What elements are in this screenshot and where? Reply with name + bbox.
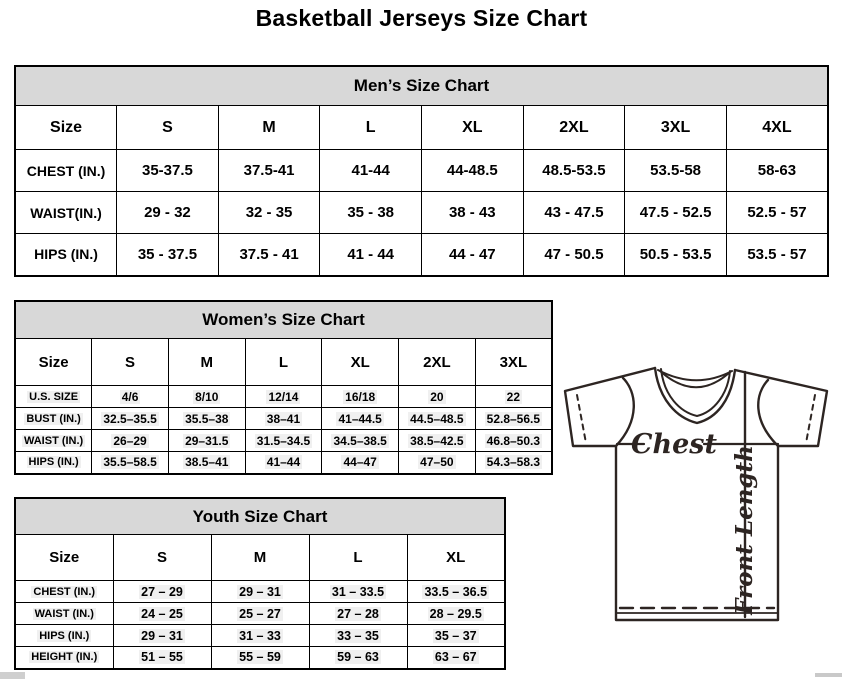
size-value-cell — [218, 150, 320, 192]
size-value-cell — [625, 192, 727, 234]
size-value-text: 28 – 29.5 — [429, 606, 482, 621]
column-header-l: L — [309, 535, 407, 581]
row-label-text: BUST (IN.) — [26, 412, 81, 425]
size-value-cell — [422, 192, 524, 234]
size-value-cell — [322, 430, 399, 452]
size-value-text: 52.8–56.5 — [486, 411, 541, 426]
size-value-cell — [322, 408, 399, 430]
size-value-text: 24 – 25 — [141, 606, 183, 621]
column-header-xl: XL — [407, 535, 505, 581]
size-value-text: 63 – 67 — [434, 650, 477, 665]
size-value-text: 50.5 - 53.5 — [639, 245, 712, 263]
size-value-cell — [309, 603, 407, 625]
size-value-text: 20 — [430, 389, 444, 404]
size-value-cell — [309, 625, 407, 647]
size-value-cell — [218, 192, 320, 234]
size-value-cell — [320, 234, 422, 276]
row-label — [15, 150, 117, 192]
size-value-cell — [211, 647, 309, 669]
size-value-text: 54.3–58.3 — [486, 455, 541, 470]
size-value-text: 29 – 31 — [239, 584, 281, 599]
size-value-text: 34.5–38.5 — [333, 433, 387, 448]
table-row — [15, 581, 505, 603]
size-value-cell — [211, 581, 309, 603]
size-value-text: 37.5-41 — [243, 162, 295, 179]
column-header-4xl: 4XL — [726, 106, 828, 150]
table-row — [15, 192, 828, 234]
row-label — [15, 603, 113, 625]
row-label-text: HIPS (IN.) — [39, 629, 90, 642]
size-value-text: 25 – 27 — [239, 606, 281, 621]
size-value-cell — [117, 234, 219, 276]
size-value-cell — [523, 150, 625, 192]
table-row — [15, 452, 552, 474]
column-header-s: S — [92, 339, 169, 386]
youth-chart-header-row — [15, 535, 505, 581]
table-row — [15, 625, 505, 647]
column-header-m: M — [218, 106, 320, 150]
row-label-text: HIPS (IN.) — [34, 246, 98, 263]
left-cuff-dashed-line — [577, 395, 586, 443]
table-row — [15, 603, 505, 625]
size-value-text: 44 - 47 — [448, 245, 496, 263]
size-value-cell — [523, 192, 625, 234]
size-value-cell — [92, 386, 169, 408]
row-label — [15, 386, 92, 408]
size-value-text: 47.5 - 52.5 — [639, 204, 712, 221]
table-row — [15, 647, 505, 669]
row-label — [15, 581, 113, 603]
column-header-size: Size — [15, 339, 92, 386]
size-value-text: 31.5–34.5 — [256, 433, 311, 448]
row-label-text: HEIGHT (IN.) — [31, 651, 98, 664]
size-value-text: 12/14 — [268, 389, 299, 404]
size-value-cell — [422, 150, 524, 192]
right-sleeve-seam — [758, 380, 778, 446]
size-value-cell — [92, 408, 169, 430]
column-header-m: M — [168, 339, 245, 386]
row-label — [15, 625, 113, 647]
size-value-text: 41–44.5 — [338, 411, 382, 426]
size-value-text: 38–41 — [266, 411, 301, 426]
size-value-text: 44-48.5 — [446, 162, 498, 179]
column-header-l: L — [320, 106, 422, 150]
size-value-text: 38.5–41 — [185, 455, 229, 470]
size-value-cell — [320, 150, 422, 192]
size-value-cell — [523, 234, 625, 276]
size-value-cell — [168, 408, 245, 430]
youth-size-chart-table — [14, 497, 506, 670]
row-label — [15, 647, 113, 669]
size-value-cell — [245, 452, 322, 474]
table-row — [15, 430, 552, 452]
front-length-label: Front Length — [731, 445, 758, 615]
size-value-text: 22 — [506, 389, 521, 404]
jersey-diagram-svg — [560, 358, 843, 630]
size-value-cell — [309, 581, 407, 603]
size-value-text: 35 - 38 — [347, 204, 395, 221]
horizontal-scrollbar-fragment-left[interactable] — [0, 672, 25, 679]
column-header-2xl: 2XL — [399, 339, 476, 386]
size-value-text: 59 – 63 — [337, 650, 379, 665]
size-value-cell — [625, 150, 727, 192]
column-header-3xl: 3XL — [475, 339, 552, 386]
size-value-text: 52.5 - 57 — [747, 204, 807, 221]
size-value-cell — [245, 408, 322, 430]
column-header-m: M — [211, 535, 309, 581]
size-value-text: 27 – 29 — [141, 584, 183, 599]
size-value-cell — [320, 192, 422, 234]
size-value-cell — [422, 234, 524, 276]
size-value-cell — [322, 386, 399, 408]
column-header-size: Size — [15, 106, 117, 150]
size-value-text: 29 - 32 — [144, 204, 191, 221]
size-value-text: 8/10 — [195, 389, 219, 404]
womens-size-chart-table — [14, 300, 553, 475]
size-value-cell — [407, 625, 505, 647]
size-value-cell — [117, 192, 219, 234]
size-value-cell — [399, 408, 476, 430]
size-value-cell — [309, 647, 407, 669]
column-header-2xl: 2XL — [523, 106, 625, 150]
size-value-cell — [407, 603, 505, 625]
size-value-cell — [726, 150, 828, 192]
size-value-text: 29 – 31 — [141, 628, 183, 643]
size-value-text: 31 – 33.5 — [331, 584, 385, 599]
size-value-text: 58-63 — [757, 162, 797, 179]
mens-chart-header-row — [15, 106, 828, 150]
size-value-cell — [625, 234, 727, 276]
row-label-text: CHEST (IN.) — [33, 585, 96, 598]
size-value-text: 47–50 — [420, 455, 454, 470]
size-value-text: 32 - 35 — [245, 204, 293, 221]
row-label — [15, 430, 92, 452]
size-value-cell — [407, 647, 505, 669]
size-value-cell — [113, 647, 211, 669]
size-value-text: 35 – 37 — [434, 628, 477, 643]
size-value-text: 41–44 — [266, 455, 301, 470]
mens-size-chart-table — [14, 65, 829, 277]
row-label-text: WAIST (IN.) — [23, 434, 84, 447]
size-value-text: 38 - 43 — [448, 204, 496, 221]
size-value-cell — [399, 386, 476, 408]
row-label-text: CHEST (IN.) — [26, 162, 106, 179]
column-header-3xl: 3XL — [625, 106, 727, 150]
size-value-text: 35.5–38 — [185, 411, 229, 426]
size-value-text: 41 - 44 — [347, 245, 395, 263]
row-label-text: WAIST(IN.) — [30, 204, 102, 221]
size-value-text: 27 – 28 — [337, 606, 379, 621]
size-value-cell — [168, 452, 245, 474]
table-row — [15, 150, 828, 192]
size-value-text: 26–29 — [113, 433, 147, 448]
row-label-text: U.S. SIZE — [29, 390, 79, 403]
size-value-text: 35.5–58.5 — [103, 455, 157, 470]
right-cuff-dashed-line — [806, 395, 815, 443]
size-value-cell — [113, 581, 211, 603]
size-value-text: 35-37.5 — [142, 162, 193, 179]
column-header-s: S — [117, 106, 219, 150]
column-header-size: Size — [15, 535, 113, 581]
size-value-cell — [245, 430, 322, 452]
size-value-text: 16/18 — [345, 389, 376, 404]
size-value-cell — [113, 625, 211, 647]
size-value-cell — [726, 192, 828, 234]
size-value-cell — [211, 603, 309, 625]
horizontal-scrollbar-fragment-right[interactable] — [815, 673, 842, 677]
collar-back-curve-2 — [660, 371, 730, 387]
size-value-text: 29–31.5 — [185, 433, 229, 448]
column-header-s: S — [113, 535, 211, 581]
size-value-cell — [407, 581, 505, 603]
column-header-xl: XL — [322, 339, 399, 386]
size-value-text: 4/6 — [121, 389, 139, 404]
page-title: Basketball Jerseys Size Chart — [255, 5, 588, 31]
jersey-outline — [565, 368, 827, 620]
size-value-text: 33 – 35 — [337, 628, 379, 643]
row-label-text: WAIST (IN.) — [34, 607, 94, 620]
size-value-cell — [475, 452, 552, 474]
size-value-cell — [117, 150, 219, 192]
size-value-text: 53.5 - 57 — [747, 245, 807, 263]
womens-chart-title: Women’s Size Chart — [15, 301, 552, 339]
womens-chart-header-row — [15, 339, 552, 386]
size-value-text: 44.5–48.5 — [410, 411, 464, 426]
size-value-text: 32.5–35.5 — [103, 411, 157, 426]
size-value-cell — [726, 234, 828, 276]
jersey-measurement-diagram — [560, 358, 843, 630]
size-value-cell — [322, 452, 399, 474]
size-value-text: 33.5 – 36.5 — [424, 584, 488, 599]
size-value-text: 53.5-58 — [650, 162, 701, 179]
size-value-cell — [475, 408, 552, 430]
table-row — [15, 234, 828, 276]
row-label-text: HIPS (IN.) — [28, 456, 79, 469]
size-value-cell — [92, 452, 169, 474]
size-value-cell — [218, 234, 320, 276]
size-value-text: 35 - 37.5 — [137, 245, 198, 263]
size-value-text: 51 – 55 — [141, 650, 183, 665]
size-value-text: 43 - 47.5 — [544, 204, 604, 221]
chest-label: Chest — [631, 429, 717, 460]
size-value-text: 44–47 — [343, 455, 377, 470]
column-header-l: L — [245, 339, 322, 386]
table-row — [15, 386, 552, 408]
size-value-text: 46.8–50.3 — [486, 433, 541, 448]
size-value-text: 47 - 50.5 — [544, 245, 604, 263]
column-header-xl: XL — [422, 106, 524, 150]
size-value-text: 55 – 59 — [239, 650, 281, 665]
size-value-cell — [245, 386, 322, 408]
size-value-cell — [399, 430, 476, 452]
size-value-text: 48.5-53.5 — [542, 162, 606, 179]
size-value-cell — [399, 452, 476, 474]
mens-chart-title: Men’s Size Chart — [15, 66, 828, 106]
size-value-cell — [168, 386, 245, 408]
youth-chart-title: Youth Size Chart — [15, 498, 505, 535]
row-label — [15, 192, 117, 234]
row-label — [15, 452, 92, 474]
row-label — [15, 234, 117, 276]
size-value-text: 38.5–42.5 — [410, 433, 464, 448]
size-value-cell — [168, 430, 245, 452]
size-value-cell — [475, 386, 552, 408]
table-row — [15, 408, 552, 430]
size-value-text: 41-44 — [351, 162, 390, 179]
row-label — [15, 408, 92, 430]
size-value-text: 31 – 33 — [239, 628, 281, 643]
size-value-cell — [475, 430, 552, 452]
size-value-cell — [113, 603, 211, 625]
size-value-cell — [211, 625, 309, 647]
size-value-text: 37.5 - 41 — [239, 245, 299, 263]
size-value-cell — [92, 430, 169, 452]
